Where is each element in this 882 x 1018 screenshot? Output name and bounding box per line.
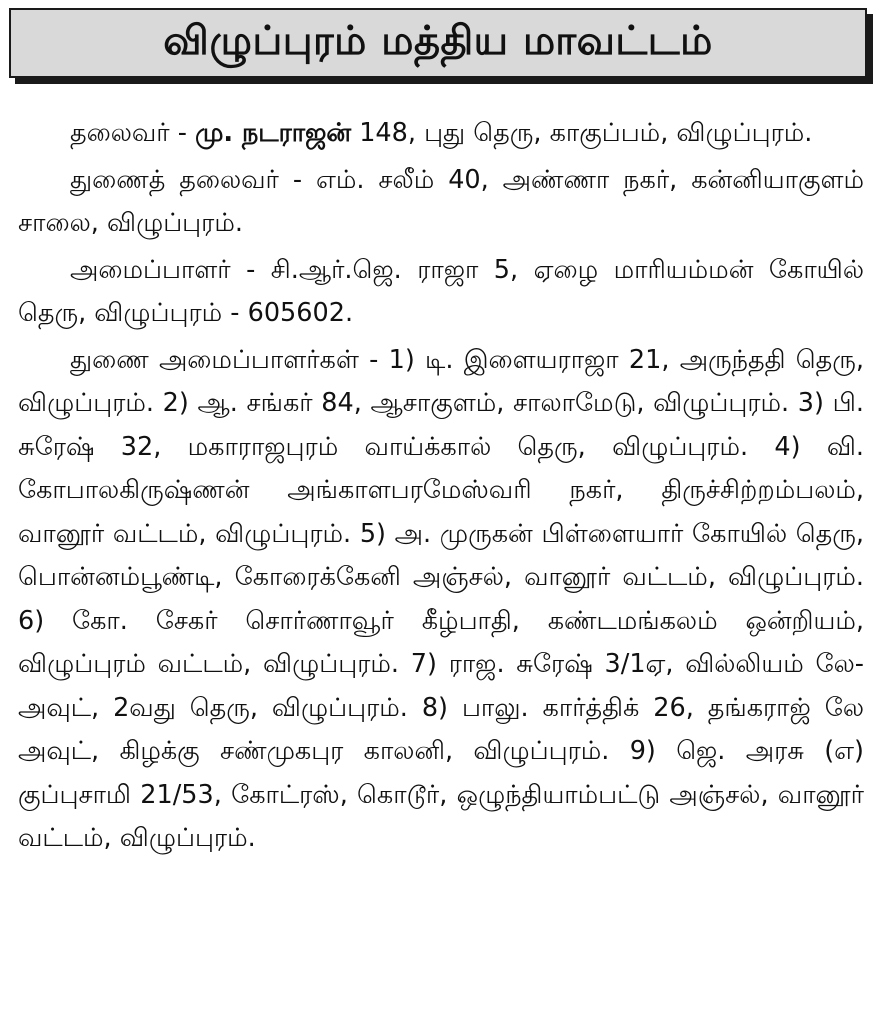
entry-president <box>18 112 864 156</box>
entry-vice-president: துணைத் தலைவர் - எம். சலீம் 40, அண்ணா நகர், கன்னியாகுளம் சாலை, விழுப்புரம். <box>18 164 864 238</box>
page-title: விழுப்புரம் மத்திய மாவட்டம் <box>163 17 713 64</box>
entry-organiser: அமைப்பாளர் - சி.ஆர்.ஜெ. ராஜா 5, ஏழை மாரியம்மன் கோயில் தெரு, விழுப்புரம் - 605602. <box>18 254 864 328</box>
entry-deputy-organisers: துணை அமைப்பாளர்கள் - 1) டி. இளையராஜா 21, அருந்ததி தெரு, விழுப்புரம். 2) ஆ. சங்கர் 84, ஆசாகுளம், சாலாமேடு, விழுப்புரம். 3) பி. சுரேஷ் 32, மகாராஜபுரம் வாய்க்கால் தெரு, விழுப்புரம். 4) வி. கோபாலகிருஷ்ணன் அங்காளபரமேஸ்வரி நகர், திருச்சிற்றம்பலம், வானூர் வட்டம், விழுப்புரம். 5) அ. முருகன் பிள்ளையார் கோயில் தெரு, பொன்னம்பூண்டி, கோரைக்கேனி அஞ்சல், வானூர் வட்டம், விழுப்புரம். 6) கோ. சேகர் சொர்ணாவூர் கீழ்பாதி, கண்டமங்கலம் ஒன்றியம், விழுப்புரம் வட்டம், விழுப்புரம். 7) ராஜ. சுரேஷ் 3/1ஏ, வில்லியம் லே-அவுட், 2வது தெரு, விழுப்புரம். 8) பாலு. கார்த்திக் 26, தங்கராஜ் லே அவுட், கிழக்கு சண்முகபுர காலனி, விழுப்புரம். 9) ஜெ. அரசு (எ) குப்புசாமி 21/53, கோட்ரஸ், கொடூர், ஒழுந்தியாம்பட்டு அஞ்சல், வானூர் வட்டம், விழுப்புரம். <box>18 344 864 853</box>
header-banner <box>9 8 867 78</box>
president-address: 148, புது தெரு, காகுப்பம், விழுப்புரம். <box>351 118 813 148</box>
president-role: தலைவர் - <box>70 118 196 148</box>
article-body <box>18 112 864 861</box>
president-name: மு. நடராஜன் <box>195 118 352 148</box>
